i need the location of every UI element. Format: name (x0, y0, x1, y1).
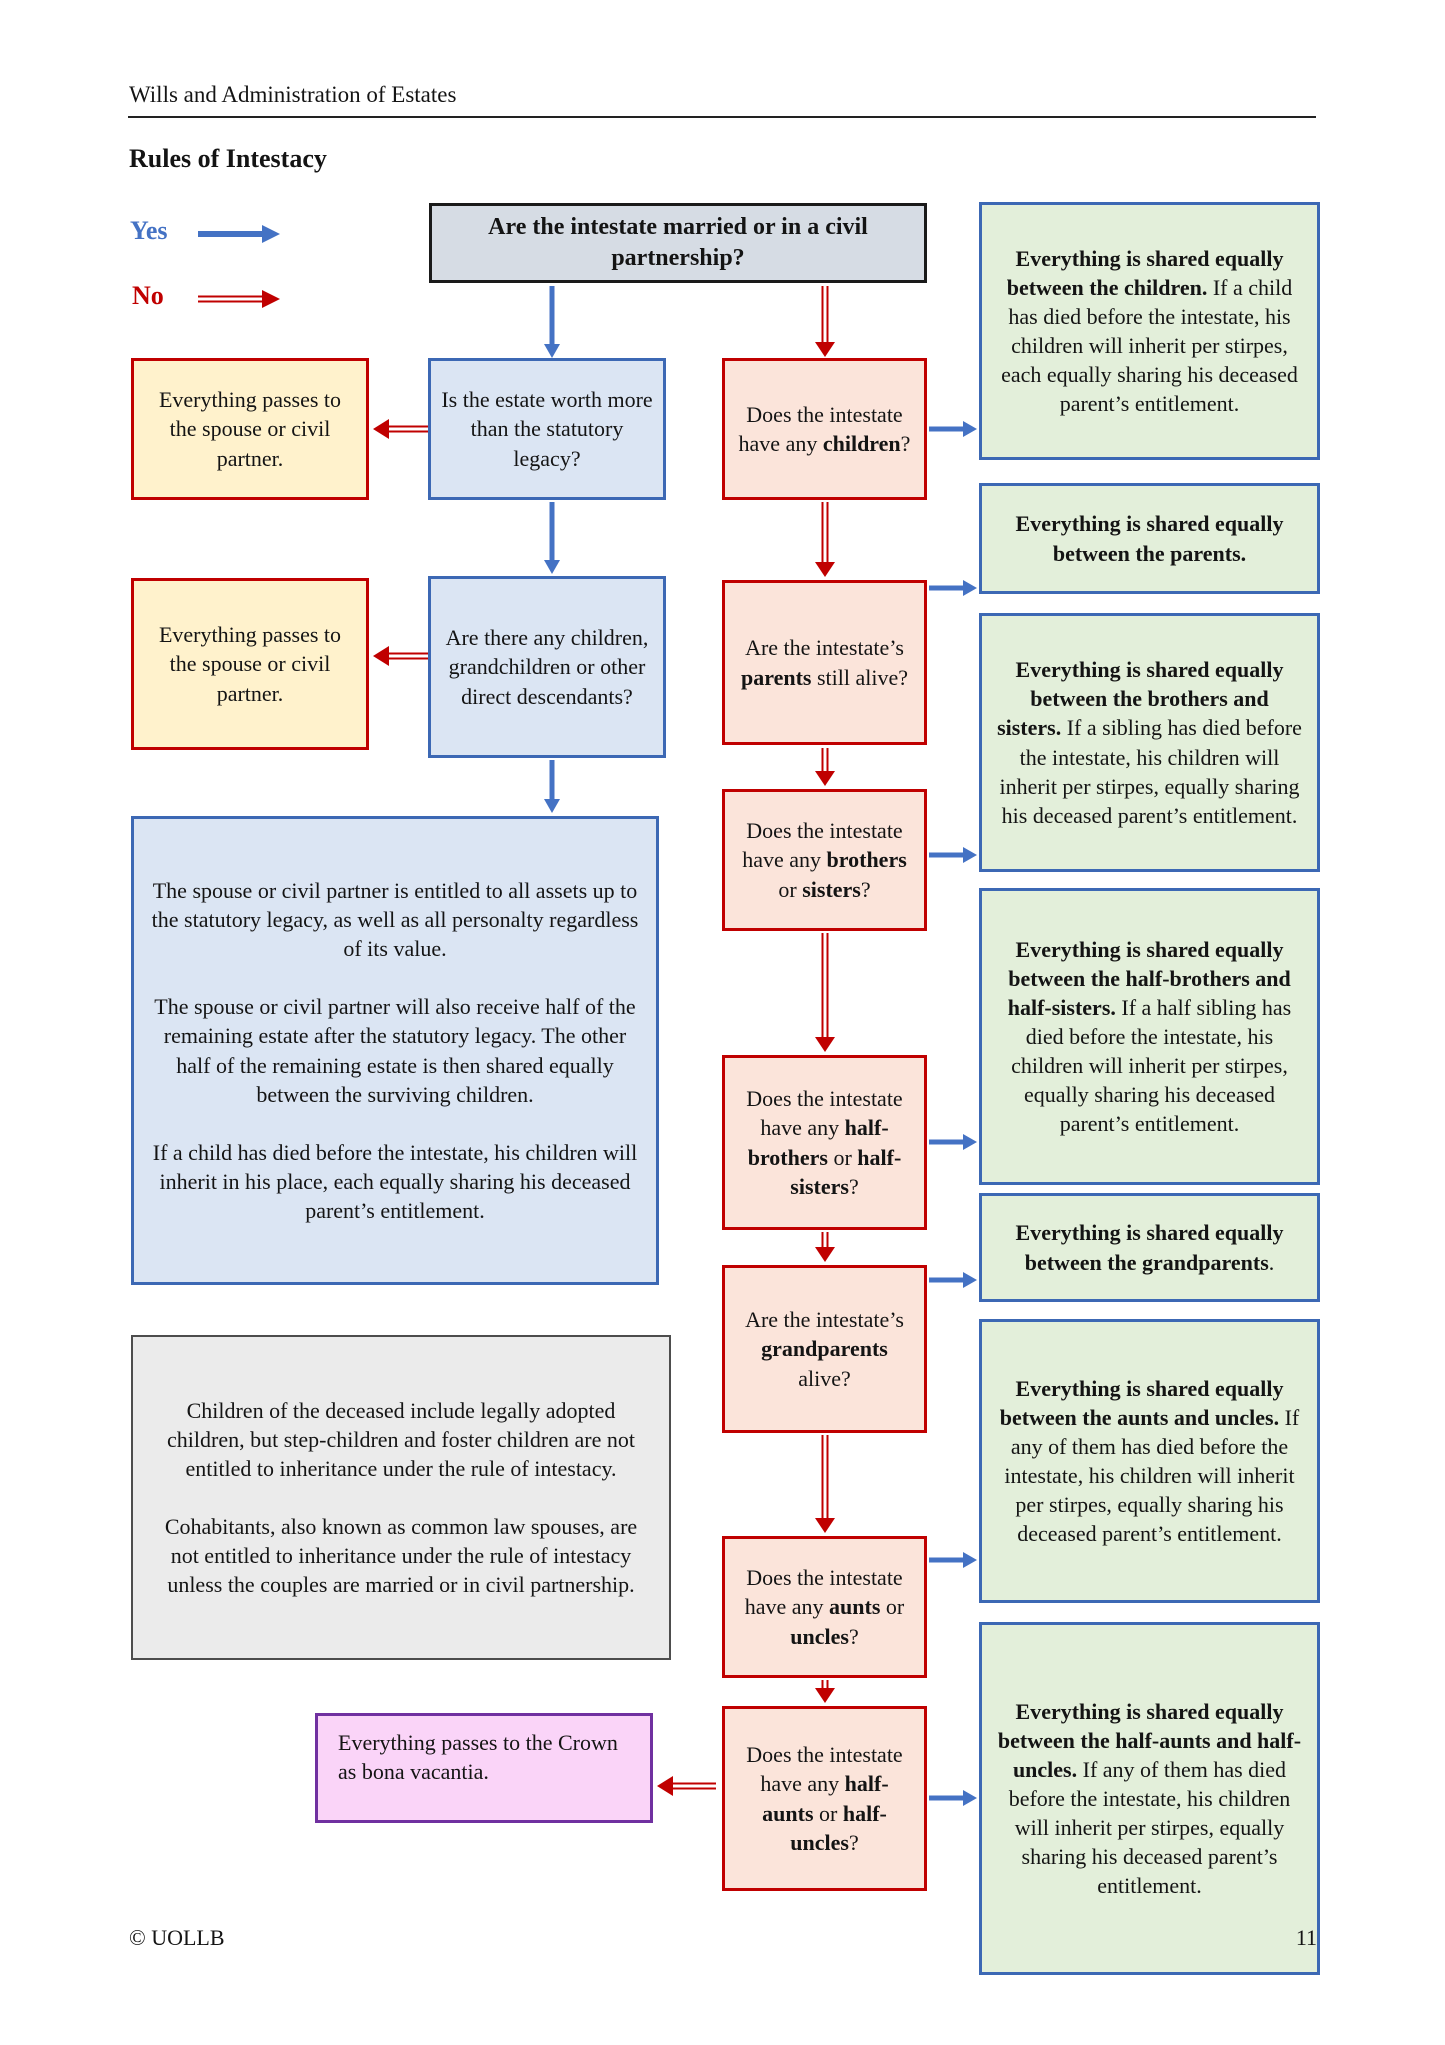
question-box-siblings (722, 789, 927, 931)
outcome-box-half-aunts-uncles (979, 1622, 1320, 1975)
question-text-children: Does the intestate have any children? (738, 401, 911, 456)
question-box-half-aunts-uncles (722, 1706, 927, 1891)
note-box (131, 1335, 671, 1660)
question-box-grandparents (722, 1265, 927, 1433)
arrow-yes-aunts-to-outcome (929, 1552, 977, 1568)
arrow-yes-grandparents-to-outcome (929, 1272, 977, 1288)
spouse-detail-paragraph-1: The spouse or civil partner is entitled to all assets up to the statutory legacy, as well as all personalty regardless of its value. (151, 878, 639, 962)
arrow-no-grandparents-to-aunts-question (815, 1435, 835, 1533)
arrow-no-descendants-to-spouse-outcome-2 (373, 646, 428, 666)
footer-copyright: © UOLLB (129, 1925, 225, 1950)
header-rule (128, 116, 1316, 118)
arrow-no-parents-to-siblings-question (815, 748, 835, 786)
arrow-yes-estate-to-descendants-question (544, 502, 560, 574)
outcome-box-half-siblings (979, 888, 1320, 1185)
spouse-detail-box (131, 816, 659, 1285)
question-text-half-aunts-uncles: Does the intestate have any half-aunts or half-uncles? (746, 1742, 903, 1855)
spouse-outcome-box-2 (131, 578, 369, 750)
arrow-no-root-to-children-question (815, 286, 835, 357)
legend-no-arrow (198, 290, 280, 308)
arrow-no-half-siblings-to-grandparents-question (815, 1232, 835, 1262)
arrow-yes-root-to-estate-question (544, 286, 560, 358)
estate-question-box-2 (428, 576, 666, 758)
spouse-detail-paragraph-2: The spouse or civil partner will also receive half of the remaining estate after the statutory legacy. The other half of the remaining estate is then shared equally between the surviving children. (154, 994, 636, 1107)
arrow-no-estate-to-spouse-outcome-1 (373, 419, 428, 439)
question-box-parents (722, 580, 927, 745)
arrow-yes-half-aunts-to-outcome (929, 1790, 977, 1806)
outcome-text-half-siblings: Everything is shared equally between the half-brothers and half-sisters. If a half sibling has died before the intestate, his children will inherit per stirpes, equally sharing his deceased parent’s entitlement. (1007, 936, 1292, 1137)
question-text-aunts-uncles: Does the intestate have any aunts or uncles? (744, 1565, 905, 1649)
footer-page-number: 11 (1295, 1925, 1317, 1950)
outcome-text-grandparents: Everything is shared equally between the grandparents. (1015, 1220, 1284, 1275)
outcome-box-aunts-uncles (979, 1319, 1320, 1603)
crown-outcome-text: Everything passes to the Crown as bona vacantia. (338, 1730, 618, 1785)
outcome-text-siblings: Everything is shared equally between the brothers and sisters. If a sibling has died before the intestate, his children will inherit per stirpes, equally sharing his deceased parent’s entitlement. (997, 657, 1302, 828)
outcome-text-parents: Everything is shared equally between the parents. (1015, 511, 1284, 566)
page-title: Rules of Intestacy (129, 144, 327, 173)
arrow-yes-half-siblings-to-outcome (929, 1134, 977, 1150)
legend-no-label: No (132, 281, 164, 310)
estate-question-box-1 (428, 358, 666, 500)
legend-yes-arrow (198, 225, 280, 243)
note-paragraph-2: Cohabitants, also known as common law spouses, are not entitled to inheritance under the rule of intestacy unless the couples are married or in civil partnership. (164, 1514, 638, 1598)
arrow-no-aunts-to-half-aunts-question (815, 1680, 835, 1703)
question-text-grandparents: Are the intestate’s grandparents alive? (745, 1307, 904, 1391)
spouse-outcome-text-1: Everything passes to the spouse or civil partner. (158, 387, 342, 471)
crown-outcome-box (315, 1713, 653, 1823)
root-question-box (429, 203, 927, 283)
arrow-no-children-to-parents-question (815, 502, 835, 577)
arrow-no-half-aunts-to-crown (657, 1776, 716, 1796)
spouse-detail-paragraph-3: If a child has died before the intestate, his children will inherit in his place, each equally sharing his deceased parent’s entitlement. (152, 1139, 638, 1223)
outcome-text-children: Everything is shared equally between the children. If a child has died before the intestate, his children will inherit per stirpes, each equally sharing his deceased parent’s entitlement. (1001, 245, 1298, 417)
spouse-outcome-box-1 (131, 358, 369, 500)
question-box-half-siblings (722, 1055, 927, 1230)
outcome-box-grandparents (979, 1193, 1320, 1302)
arrow-yes-parents-to-outcome (929, 580, 977, 596)
outcome-box-parents (979, 483, 1320, 594)
note-paragraph-1: Children of the deceased include legally adopted children, but step-children and foster children are not entitled to inheritance under the rule of intestacy. (167, 1397, 635, 1481)
outcome-text-aunts-uncles: Everything is shared equally between the aunts and uncles. If any of them has died before the intestate, his children will inherit per stirpes, equally sharing his deceased parent’s entitlement. (999, 1375, 1300, 1547)
outcome-text-half-aunts-uncles: Everything is shared equally between the half-aunts and half-uncles. If any of them has died before the intestate, his children will inherit per stirpes, equally sharing his deceased parent’s entitlement. (997, 1698, 1302, 1899)
legend-yes-label: Yes (130, 216, 168, 245)
page-header: Wills and Administration of Estates (129, 82, 457, 107)
arrow-yes-descendants-to-spouse-detail (544, 760, 560, 813)
estate-question-text-1: Is the estate worth more than the statutory legacy? (441, 387, 653, 471)
arrow-no-siblings-to-half-siblings-question (815, 933, 835, 1052)
question-box-aunts-uncles (722, 1536, 927, 1678)
question-text-half-siblings: Does the intestate have any half-brothers or half-sisters? (746, 1086, 903, 1199)
question-text-parents: Are the intestate’s parents still alive? (740, 635, 909, 690)
question-box-children (722, 358, 927, 500)
estate-question-text-2: Are there any children, grandchildren or other direct descendants? (445, 625, 649, 709)
outcome-box-siblings (979, 613, 1320, 872)
arrow-yes-children-to-outcome (929, 421, 977, 437)
spouse-outcome-text-2: Everything passes to the spouse or civil partner. (158, 622, 342, 706)
arrow-yes-siblings-to-outcome (929, 847, 977, 863)
outcome-box-children (979, 202, 1320, 460)
root-question-text: Are the intestate married or in a civil partnership? (488, 214, 868, 271)
question-text-siblings: Does the intestate have any brothers or sisters? (742, 818, 907, 902)
